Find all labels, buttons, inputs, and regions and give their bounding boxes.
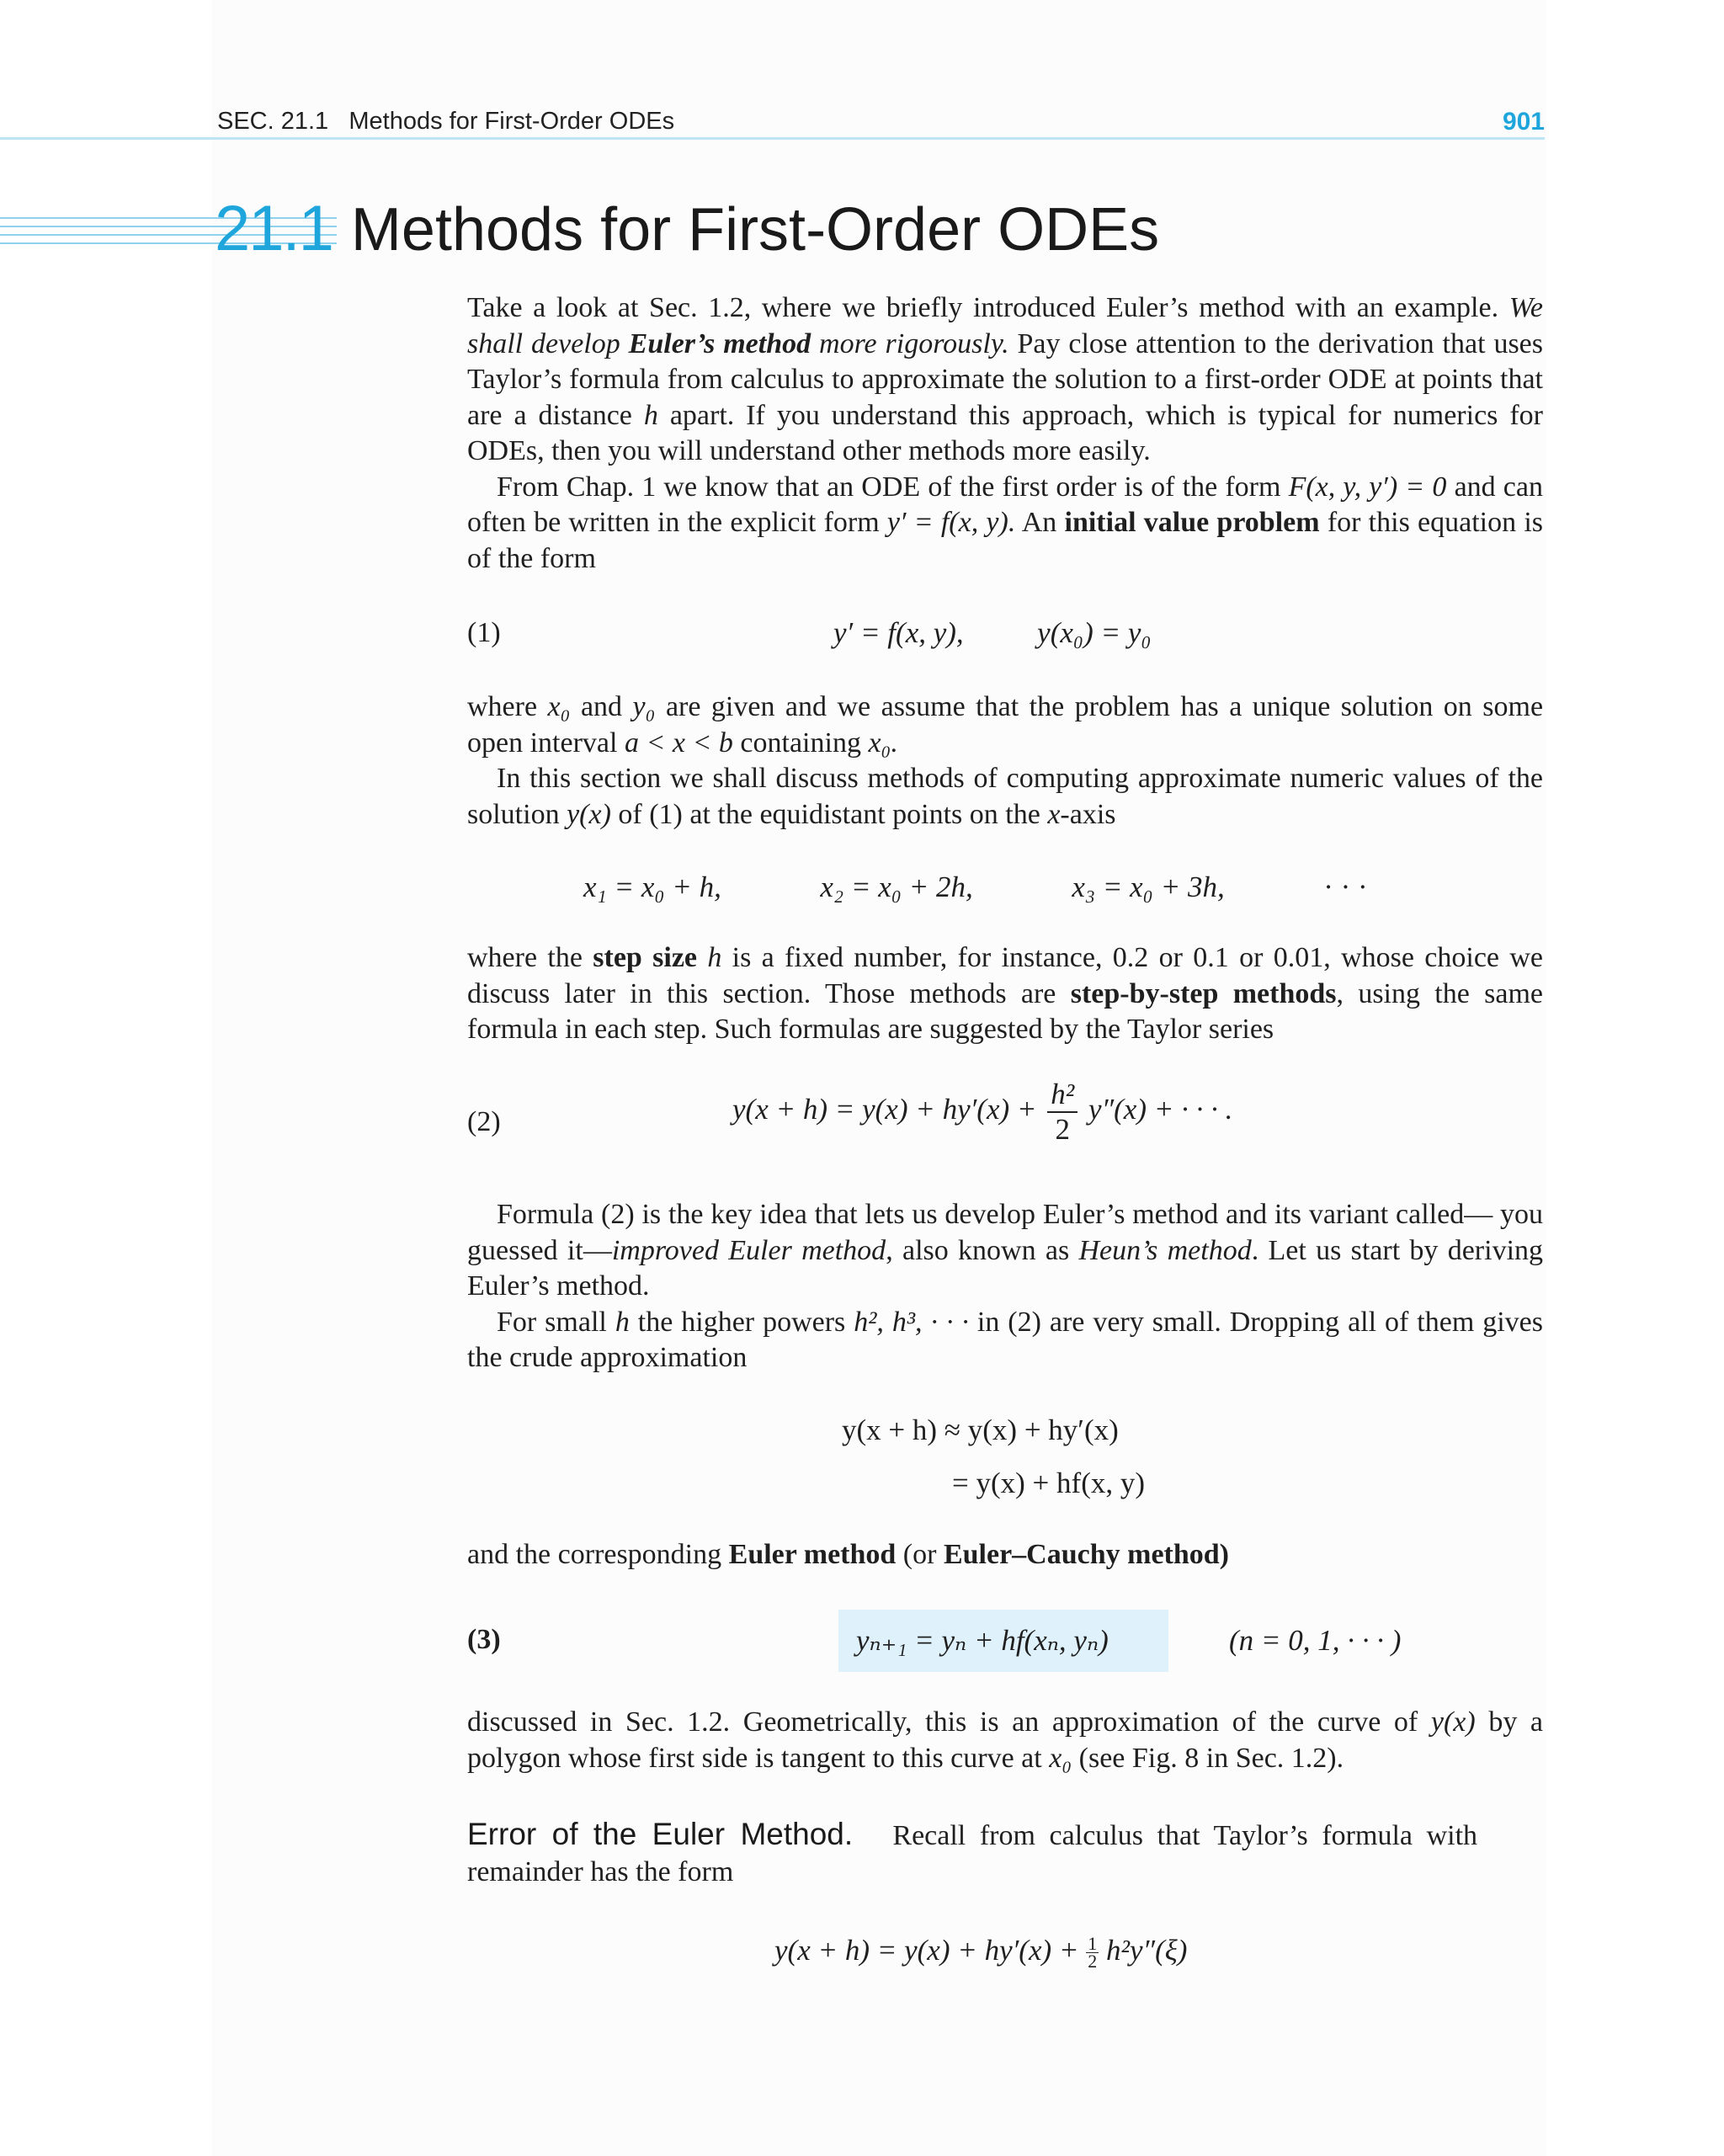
paragraph-block-4 — [467, 1197, 1543, 1376]
paragraph-block-6 — [467, 1705, 1543, 1776]
p7-powers: h², h³, · · · — [854, 1306, 969, 1338]
section-number: 21.1 — [215, 193, 333, 264]
running-header — [0, 108, 1545, 141]
error-subheading: Error of the Euler Method. — [467, 1817, 854, 1851]
approx-line-2: = y(x) + hf(x, y) — [952, 1467, 1146, 1499]
point-x3: x₃ = x₀ + 3h, — [1072, 870, 1225, 903]
eq1 — [833, 616, 1152, 650]
eq2-left: y(x + h) = y(x) + hy′(x) + — [732, 1093, 1037, 1126]
p4-text-c: -axis — [1060, 798, 1116, 830]
paragraph-3 — [467, 689, 1543, 761]
page-number: 901 — [1502, 108, 1545, 136]
p6-improved-euler: improved Euler method — [611, 1234, 886, 1266]
eq2-fraction — [1047, 1078, 1078, 1147]
paragraph-2 — [467, 470, 1543, 578]
p5-text-a: where the — [467, 942, 583, 973]
p8-text-a: and the corresponding — [467, 1539, 722, 1570]
point-x1: x₁ = x₀ + h, — [583, 870, 721, 903]
p5-text-b: is a fixed number, for instance, 0.2 or 0.1 or 0.01, whose choice we discuss later in this section. Those methods are — [467, 942, 1543, 1009]
p2-text-a: From Chap. 1 we know that an ODE of the first order is of the form — [497, 471, 1281, 503]
p1-text-b: Pay close attention to the derivation that uses Taylor’s formula from calculus to approximate the solution to a first-order ODE at points that are a distance — [467, 327, 1544, 431]
section-title: Methods for First-Order ODEs — [350, 196, 1160, 264]
paragraph-block-3 — [467, 940, 1543, 1048]
p6-text-a: Formula (2) is the key idea that lets us develop Euler’s method and its variant called— you guessed it— — [467, 1199, 1543, 1266]
p8-euler-method: Euler method — [728, 1539, 897, 1570]
p10-text: Recall from calculus that Taylor’s formula with remainder has the form — [467, 1820, 1478, 1887]
p6-text-c: . Let us start by deriving Euler’s method. — [467, 1234, 1544, 1302]
paragraph-5 — [467, 940, 1543, 1048]
p2-text-d: for this equation is of the form — [467, 507, 1544, 574]
p9-yx: y(x) — [1430, 1706, 1476, 1738]
point-x2: x₂ = x₀ + 2h, — [820, 870, 973, 903]
eq1-right: y(x₀) = y₀ — [1037, 616, 1152, 649]
p2-text-b: and can often be written in the explicit form — [467, 471, 1543, 538]
p7-text-c: in (2) are very small. Dropping all of them gives the crude approximation — [467, 1306, 1543, 1373]
section-heading — [215, 192, 1159, 265]
eq3-condition — [1229, 1624, 1401, 1658]
p8-euler-cauchy: Euler–Cauchy method) — [943, 1539, 1230, 1570]
eq4-left: y(x + h) = y(x) + hy′(x) + — [774, 1934, 1079, 1967]
equidistant-points — [583, 870, 1368, 904]
p1-italic-a: We shall develop — [467, 292, 1543, 359]
eq4 — [774, 1934, 1187, 1970]
p1-italic-b: more rigorously. — [819, 327, 1009, 359]
p7-h: h — [615, 1306, 630, 1338]
p3-interval: a < x < b — [624, 727, 733, 759]
paragraph-8 — [467, 1537, 1543, 1573]
p4-text-a: In this section we shall discuss methods of computing approximate numeric values of the solution — [467, 763, 1543, 830]
p3-text-a: where — [467, 691, 538, 722]
eq2 — [732, 1078, 1232, 1147]
eq2-right: y″(x) + · · · . — [1088, 1093, 1233, 1126]
p9-text-c: (see Fig. 8 in Sec. 1.2). — [1078, 1742, 1344, 1774]
p1-h: h — [643, 399, 658, 431]
p6-heun: Heun’s method — [1078, 1234, 1252, 1266]
p6-text-b: , also known as — [886, 1234, 1070, 1266]
paragraph-7 — [467, 1305, 1543, 1376]
p8-text-b: (or — [902, 1539, 937, 1570]
paragraph-block-5 — [467, 1537, 1543, 1573]
p5-bold-step-methods: step-by-step methods — [1070, 977, 1337, 1009]
p7-text-a: For small — [497, 1306, 607, 1338]
p3-text-b: and — [580, 691, 623, 722]
eq4-numerator: 1 — [1088, 1933, 1098, 1955]
eq2-label: (2) — [467, 1106, 501, 1137]
p3-text-d: containing — [740, 727, 861, 759]
p9-text-b: by a polygon whose first side is tangent to this curve at — [467, 1706, 1544, 1774]
eq2-denominator: 2 — [1055, 1113, 1071, 1146]
eq1-left: y′ = f(x, y), — [833, 616, 964, 649]
eq3-formula-text: yₙ₊₁ = yₙ + hf(xₙ, yₙ) — [856, 1624, 1109, 1657]
p1-text-a: Take a look at Sec. 1.2, where we briefly introduced Euler’s method with an example. — [467, 292, 1499, 323]
paragraph-4 — [467, 761, 1543, 833]
p2-explicit-form: y′ = f(x, y). — [886, 507, 1016, 538]
p4-yx: y(x) — [567, 798, 611, 830]
p7-text-b: the higher powers — [637, 1306, 846, 1338]
p4-x: x — [1047, 798, 1061, 830]
eq4-denominator: 2 — [1088, 1951, 1098, 1972]
approx-line-1: y(x + h) ≈ y(x) + hy′(x) — [842, 1413, 1119, 1446]
p5-bold-step-size: step size — [593, 942, 698, 973]
p3-y0: y₀ — [632, 691, 656, 722]
eq4-right: h²y″(ξ) — [1106, 1934, 1188, 1967]
running-head-text: SEC. 21.1 Methods for First-Order ODEs — [217, 108, 675, 135]
paragraph-6 — [467, 1197, 1543, 1305]
p9-x0: x₀ — [1049, 1742, 1072, 1774]
paragraph-9 — [467, 1705, 1543, 1776]
p3-text-c: are given and we assume that the problem has a unique solution on some open interval — [467, 691, 1544, 759]
eq4-fraction — [1086, 1935, 1099, 1970]
header-rule — [0, 137, 1545, 140]
eq3-condition-text: (n = 0, 1, · · · ) — [1229, 1624, 1402, 1657]
paragraph-block-2 — [467, 689, 1543, 833]
p2-general-form: F(x, y, y′) = 0 — [1288, 471, 1447, 503]
eq1-label: (1) — [467, 617, 501, 648]
eq3-label: (3) — [467, 1624, 501, 1655]
point-ellipsis: · · · — [1323, 870, 1368, 903]
p3-x0: x₀ — [547, 691, 571, 722]
p3-x0-end: x₀. — [868, 727, 898, 759]
p5-text-c: , using the same formula in each step. Such formulas are suggested by the Taylor series — [467, 977, 1544, 1045]
p4-text-b: of (1) at the equidistant points on the — [618, 798, 1040, 830]
paragraph-10 — [467, 1817, 1477, 1890]
p5-h: h — [707, 942, 722, 973]
p1-text-c: apart. If you understand this approach, which is typical for numerics for ODEs, then you will understand other methods more easily. — [467, 399, 1543, 466]
eq2-numerator: h² — [1047, 1078, 1078, 1113]
p2-text-c: An — [1021, 507, 1057, 538]
paragraph-intro — [467, 290, 1543, 577]
eq3-formula — [856, 1624, 1109, 1658]
paragraph-1 — [467, 290, 1543, 470]
paragraph-block-7 — [467, 1817, 1477, 1890]
p2-bold-term: initial value problem — [1064, 507, 1320, 538]
p9-text-a: discussed in Sec. 1.2. Geometrically, this is an approximation of the curve of — [467, 1706, 1418, 1738]
p1-bold-term: Euler’s method — [628, 327, 811, 359]
